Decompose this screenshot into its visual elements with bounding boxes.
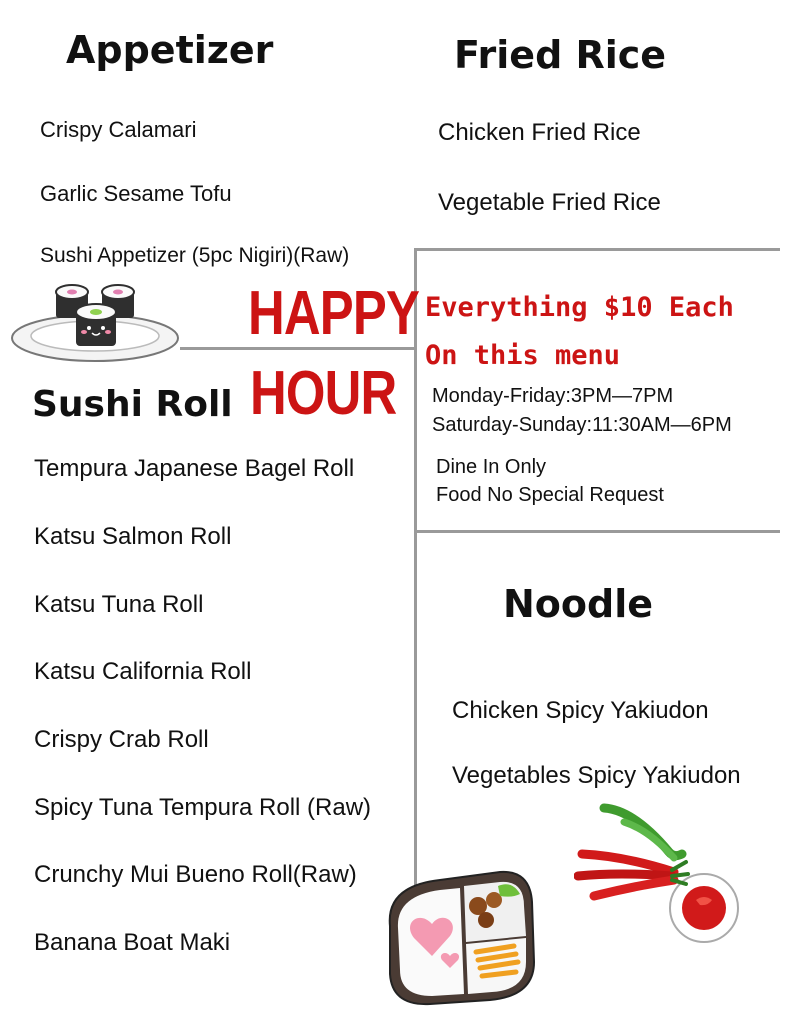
- appetizer-title: Appetizer: [66, 28, 274, 72]
- noodle-item: Chicken Spicy Yakiudon: [452, 697, 709, 724]
- noodle-title: Noodle: [503, 582, 654, 626]
- sushi-roll-item: Katsu Salmon Roll: [34, 523, 232, 550]
- fried-rice-title: Fried Rice: [454, 33, 667, 77]
- fried-rice-item: Chicken Fried Rice: [438, 119, 641, 146]
- appetizer-item: Garlic Sesame Tofu: [40, 181, 232, 206]
- promo-line2: On this menu: [425, 340, 621, 371]
- happy-hour-line1: HAPPY: [248, 279, 420, 348]
- divider-right-mid: [414, 530, 780, 533]
- sushi-roll-item: Katsu California Roll: [34, 658, 252, 685]
- appetizer-item: Crispy Calamari: [40, 117, 197, 142]
- divider-top-right: [414, 248, 780, 251]
- noodle-item: Vegetables Spicy Yakiudon: [452, 762, 741, 789]
- sushi-roll-item: Crispy Crab Roll: [34, 726, 209, 753]
- sushi-plate-icon: [10, 282, 182, 366]
- sushi-roll-item: Tempura Japanese Bagel Roll: [34, 455, 355, 482]
- note-no-special: Food No Special Request: [436, 484, 664, 506]
- appetizer-item: Sushi Appetizer (5pc Nigiri)(Raw): [40, 244, 350, 267]
- divider-vertical: [414, 250, 417, 930]
- bento-box-icon: [380, 866, 540, 1008]
- hours-weekend: Saturday-Sunday:11:30AM—6PM: [432, 414, 732, 436]
- note-dine-in: Dine In Only: [436, 456, 547, 478]
- sushi-roll-item: Crunchy Mui Bueno Roll(Raw): [34, 861, 357, 888]
- happy-hour-line2: HOUR: [250, 359, 397, 428]
- hours-weekday: Monday-Friday:3PM—7PM: [432, 385, 674, 407]
- sushi-roll-item: Banana Boat Maki: [34, 929, 231, 956]
- chili-sauce-icon: [574, 800, 744, 946]
- fried-rice-item: Vegetable Fried Rice: [438, 189, 661, 216]
- promo-line1: Everything $10 Each: [425, 292, 734, 323]
- sushi-roll-title: Sushi Roll: [32, 384, 233, 425]
- sushi-roll-item: Katsu Tuna Roll: [34, 591, 204, 618]
- sushi-roll-item: Spicy Tuna Tempura Roll (Raw): [34, 794, 372, 821]
